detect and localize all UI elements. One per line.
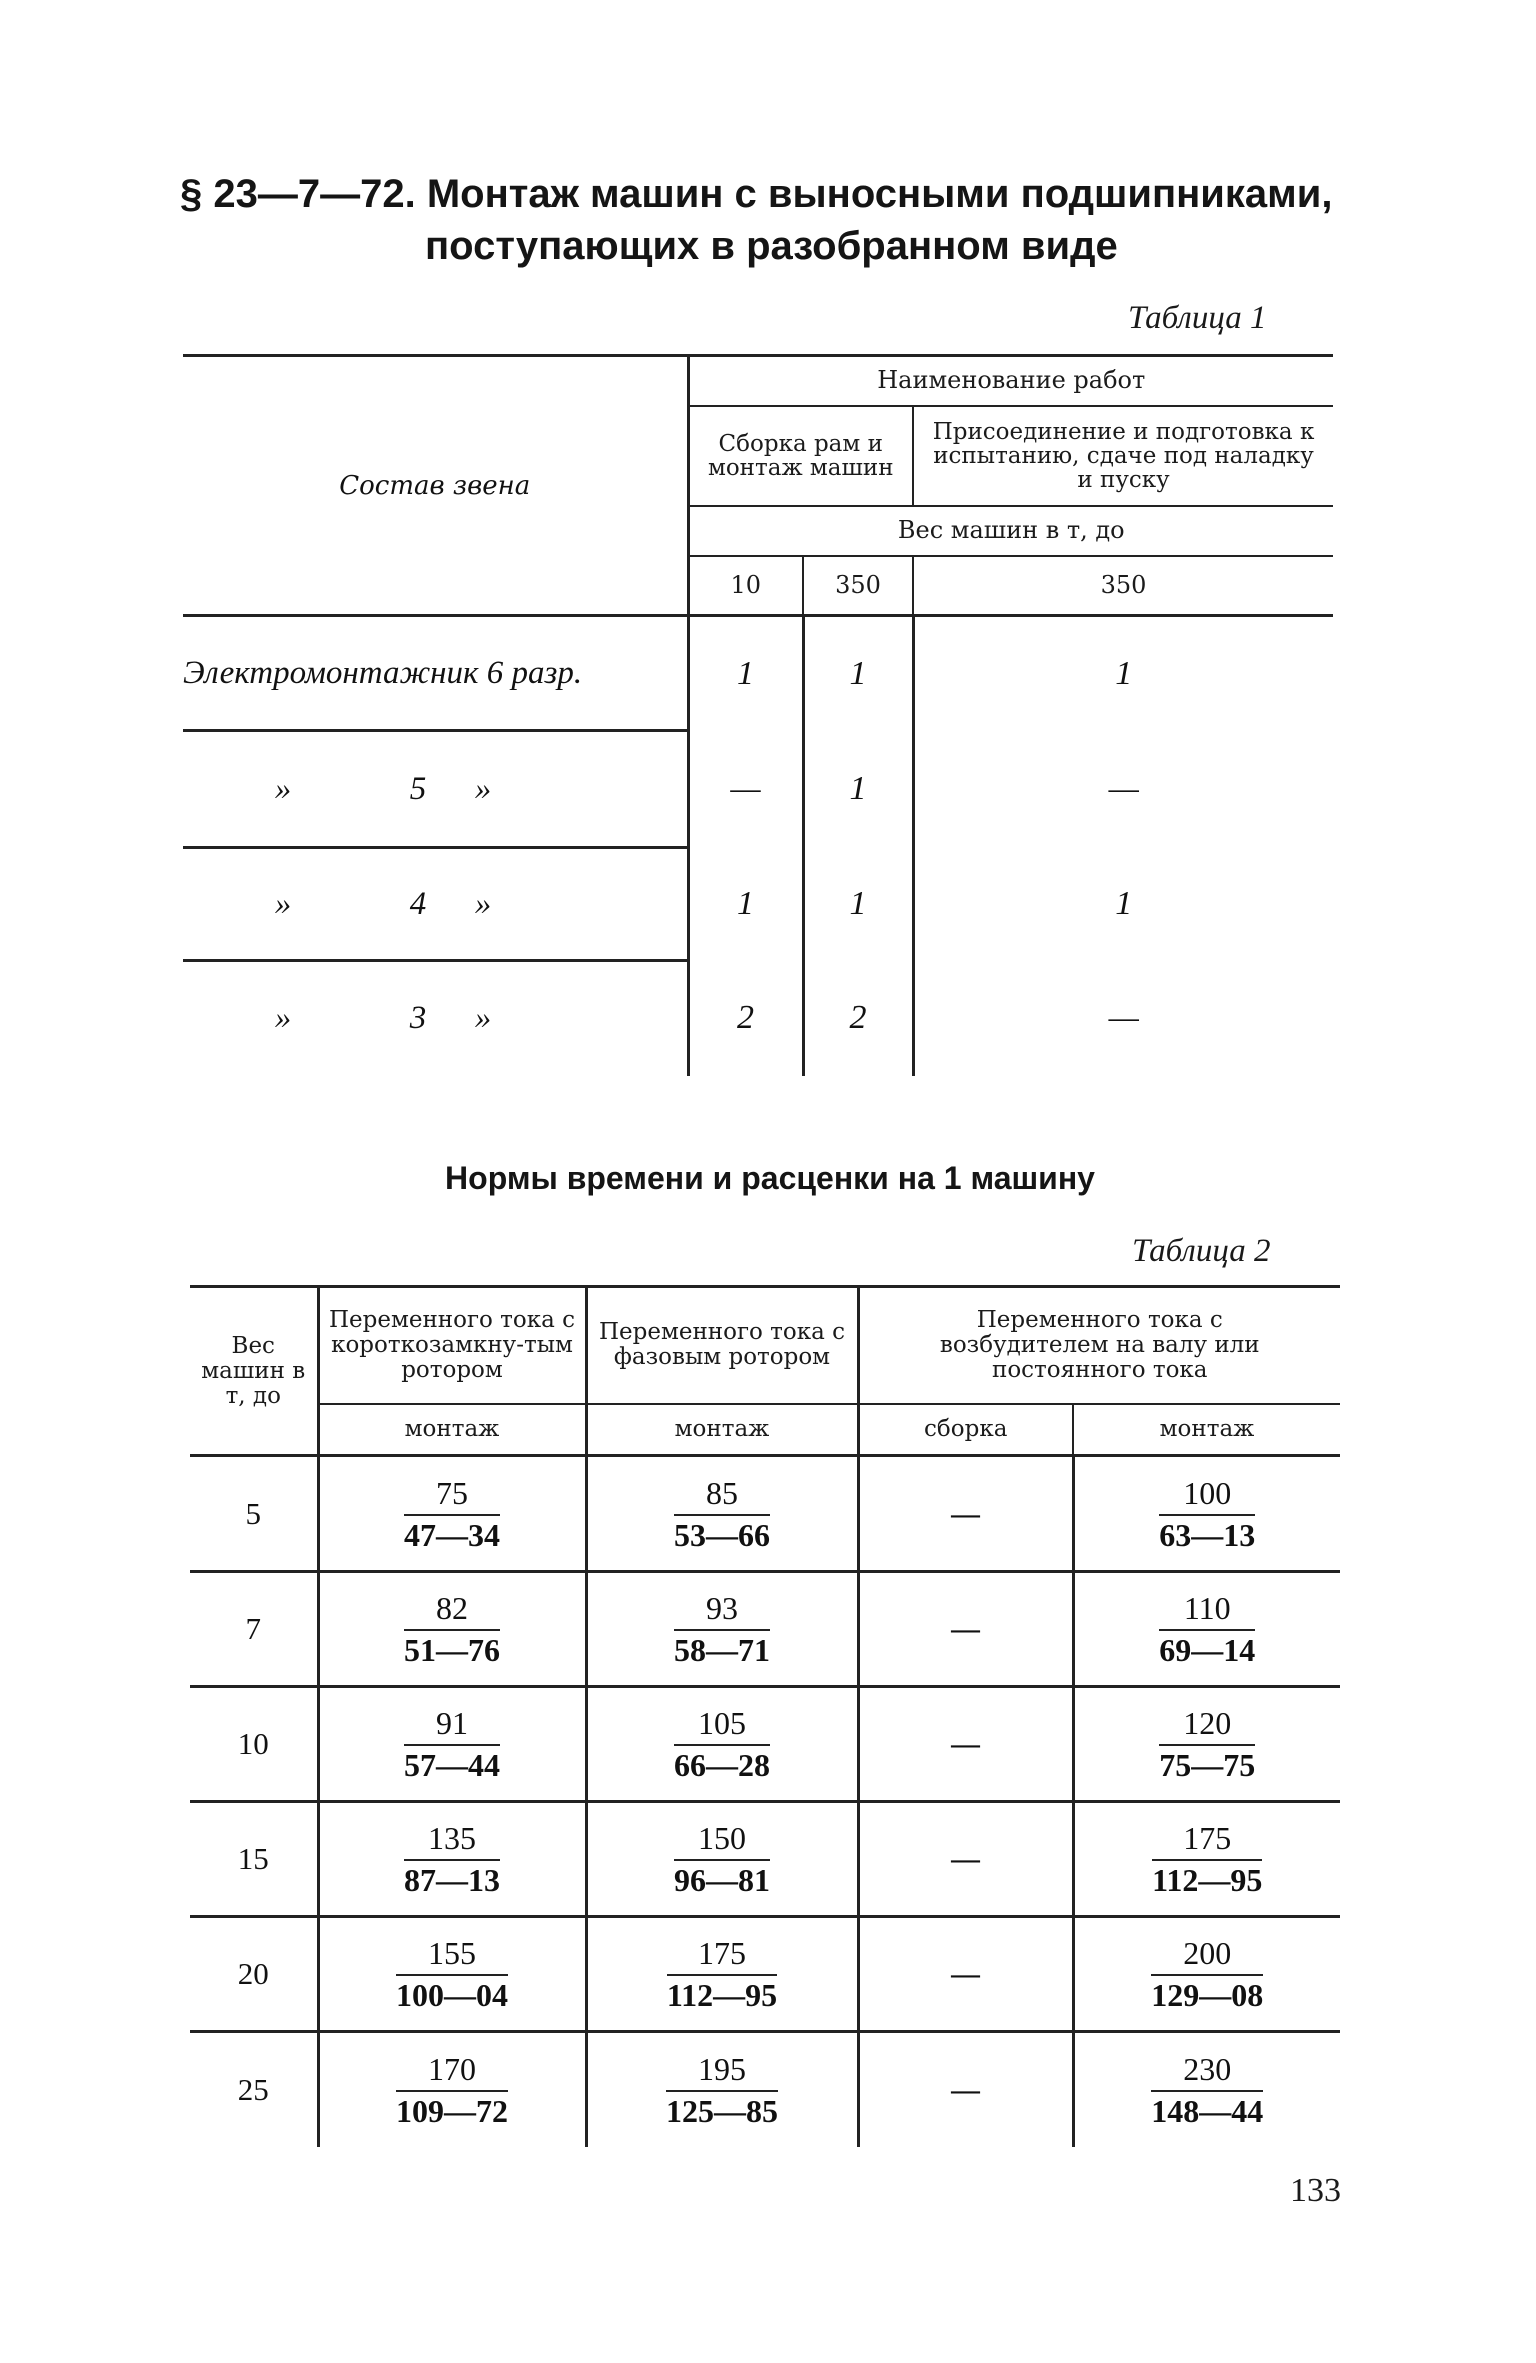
cell: —	[858, 1802, 1073, 1917]
norm-time: 175	[667, 1934, 777, 1976]
cell: 2	[688, 961, 803, 1076]
weight-header: Вес машин в т, до	[190, 1287, 318, 1456]
col-phase-rotor: Переменного тока с фазовым ротором	[586, 1287, 858, 1404]
rate: 69—14	[1159, 1632, 1256, 1668]
norm-time: 91	[404, 1704, 500, 1746]
rate: 57—44	[404, 1747, 500, 1783]
work-header: Наименование работ	[688, 356, 1333, 406]
cell	[318, 1572, 586, 1687]
row-label	[183, 731, 688, 848]
table-row	[190, 2032, 1340, 2147]
rate: 75—75	[1159, 1747, 1256, 1783]
weight-header: Вес машин в т, до	[688, 506, 1333, 556]
cell: —	[858, 1456, 1073, 1572]
ditto-mark: »	[474, 885, 492, 922]
col-group-assembly: Сборка рам и монтаж машин	[688, 406, 913, 506]
norm-time: 93	[674, 1589, 770, 1631]
page-number: 133	[1290, 2172, 1341, 2209]
grade: 4	[409, 885, 427, 922]
weight-col-3: 350	[913, 556, 1333, 616]
subheader-sborka: сборка	[858, 1404, 1073, 1456]
cell: 1	[803, 616, 913, 731]
cell: 1	[688, 616, 803, 731]
norm-time: 195	[666, 2050, 778, 2092]
heading-line-1: § 23—7—72. Монтаж машин с выносными подшипниками,	[180, 172, 1333, 216]
norm-time: 150	[674, 1819, 770, 1861]
norm-time: 100	[1159, 1474, 1255, 1516]
table-row	[190, 1456, 1340, 1572]
norm-time: 110	[1159, 1589, 1255, 1631]
cell	[318, 2032, 586, 2147]
table-row	[183, 616, 1333, 731]
cell: —	[858, 2032, 1073, 2147]
norm-time: 105	[674, 1704, 770, 1746]
heading-line-2: поступающих в разобранном виде	[425, 224, 1118, 268]
table-row	[190, 1572, 1340, 1687]
row-label-text: Электромонтажник 6 разр.	[183, 654, 583, 691]
cell: 1	[803, 848, 913, 961]
cell: 1	[913, 616, 1333, 731]
cell	[586, 1456, 858, 1572]
rate: 109—72	[396, 2092, 508, 2129]
norm-time: 230	[1151, 2050, 1263, 2092]
cell: —	[913, 731, 1333, 848]
cell: —	[858, 1572, 1073, 1687]
norm-time: 120	[1159, 1704, 1255, 1746]
rate: 58—71	[674, 1632, 770, 1668]
cell: 1	[803, 731, 913, 848]
weight-cell: 20	[190, 1917, 318, 2032]
table-row	[190, 1687, 1340, 1802]
cell	[1073, 1802, 1340, 1917]
norm-time: 175	[1152, 1819, 1262, 1861]
norm-time: 82	[404, 1589, 500, 1631]
cell: —	[913, 961, 1333, 1076]
col-exciter-dc: Переменного тока с возбудителем на валу или постоянного тока	[858, 1287, 1340, 1404]
grade: 5	[409, 770, 427, 807]
subheader-montazh: монтаж	[318, 1404, 586, 1456]
table-row	[183, 731, 1333, 848]
cell: —	[858, 1687, 1073, 1802]
row-label	[183, 616, 688, 731]
cell	[586, 2032, 858, 2147]
rate: 125—85	[666, 2092, 778, 2129]
table-2	[190, 1285, 1340, 2147]
rate: 129—08	[1151, 1977, 1264, 2013]
weight-cell: 7	[190, 1572, 318, 1687]
rate: 112—95	[666, 1977, 778, 2013]
cell	[318, 1456, 586, 1572]
norm-time: 155	[396, 1934, 508, 1976]
table2-caption: Таблица 2	[1132, 1233, 1271, 1269]
grade: 3	[409, 1000, 427, 1037]
cell	[1073, 1572, 1340, 1687]
row-label	[183, 848, 688, 961]
cell	[318, 1687, 586, 1802]
cell: 2	[803, 961, 913, 1076]
cell	[1073, 2032, 1340, 2147]
norm-time: 170	[396, 2050, 508, 2092]
cell	[586, 1802, 858, 1917]
rate: 100—04	[396, 1977, 508, 2013]
subheader-montazh: монтаж	[1073, 1404, 1340, 1456]
cell	[318, 1917, 586, 2032]
cell: 1	[688, 848, 803, 961]
rate: 53—66	[674, 1516, 770, 1553]
ditto-mark: »	[474, 1000, 492, 1037]
cell: 1	[913, 848, 1333, 961]
weight-cell: 10	[190, 1687, 318, 1802]
cell	[1073, 1456, 1340, 1572]
table-row	[183, 961, 1333, 1076]
norm-time: 200	[1151, 1934, 1263, 1976]
norm-time: 85	[674, 1474, 770, 1516]
rate: 51—76	[404, 1632, 500, 1668]
norm-time: 75	[404, 1474, 500, 1516]
weight-cell: 25	[237, 2071, 269, 2107]
cell	[1073, 1687, 1340, 1802]
rate: 47—34	[404, 1516, 500, 1553]
rate: 66—28	[674, 1747, 770, 1783]
rate: 63—13	[1159, 1516, 1256, 1553]
rate: 148—44	[1151, 2092, 1264, 2129]
cell: —	[858, 1917, 1073, 2032]
table-row	[190, 1802, 1340, 1917]
ditto-mark: »	[474, 770, 492, 807]
table-1	[183, 354, 1333, 1076]
weight-col-2: 350	[803, 556, 913, 616]
cell	[1073, 1917, 1340, 2032]
table-row	[183, 848, 1333, 961]
col-group-connection: Присоединение и подготовка к испытанию, сдаче под наладку и пуску	[913, 406, 1333, 506]
cell: —	[688, 731, 803, 848]
weight-cell: 15	[190, 1802, 318, 1917]
weight-cell: 5	[190, 1456, 318, 1572]
rate: 112—95	[1152, 1862, 1263, 1898]
subheader-montazh: монтаж	[586, 1404, 858, 1456]
rate: 96—81	[674, 1862, 770, 1898]
ditto-mark: »	[274, 1000, 292, 1037]
section-heading	[180, 168, 1360, 272]
composition-header: Состав звена	[183, 356, 688, 616]
table-row	[190, 1917, 1340, 2032]
norm-time: 135	[404, 1819, 500, 1861]
ditto-mark: »	[274, 770, 292, 807]
rate: 87—13	[404, 1862, 500, 1898]
cell	[318, 1802, 586, 1917]
ditto-mark: »	[274, 885, 292, 922]
table2-title: Нормы времени и расценки на 1 машину	[445, 1160, 1095, 1196]
weight-col-1: 10	[688, 556, 803, 616]
row-label	[183, 961, 688, 1076]
cell	[586, 1917, 858, 2032]
table1-caption: Таблица 1	[1128, 300, 1267, 336]
cell	[586, 1687, 858, 1802]
cell	[586, 1572, 858, 1687]
col-short-circuit-rotor: Переменного тока с короткозамкну-тым ротором	[318, 1287, 586, 1404]
